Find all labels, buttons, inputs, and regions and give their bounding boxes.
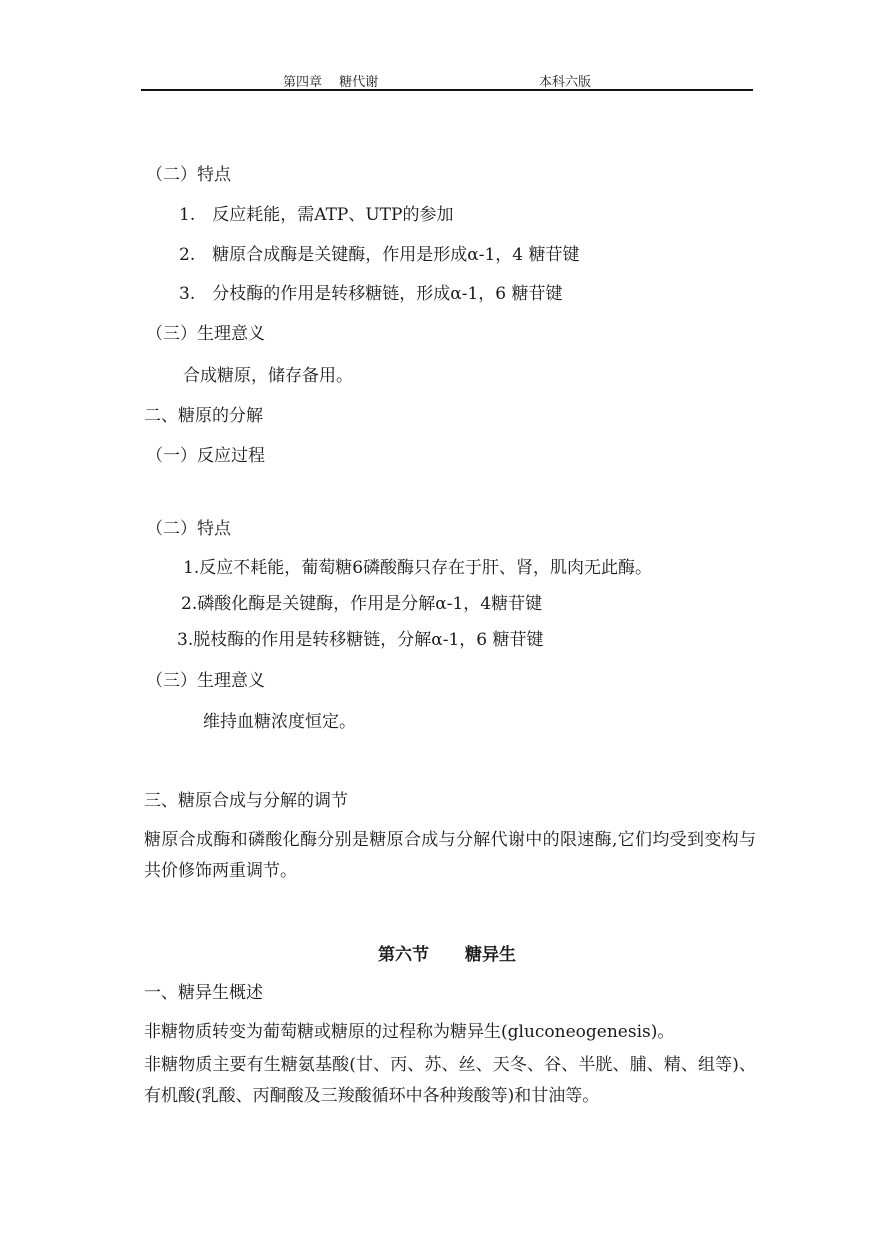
list-item: 3. 分枝酶的作用是转移糖链，形成α-1，6 糖苷键	[179, 284, 563, 304]
heading-decomposition: 二、糖原的分解	[144, 406, 263, 426]
list-item: 3.脱枝酶的作用是转移糖链，分解α-1，6 糖苷键	[177, 630, 544, 650]
header-edition: 本科六版	[539, 75, 592, 90]
heading-significance: （三）生理意义	[146, 324, 265, 344]
page-header	[141, 67, 753, 91]
paragraph: 非糖物质主要有生糖氨基酸(甘、丙、苏、丝、天冬、谷、半胱、脯、精、组等)、有机酸(乳酸、丙酮酸及三羧酸循环中各种羧酸等)和甘油等。	[144, 1055, 756, 1106]
heading-overview: 一、糖异生概述	[144, 983, 263, 1003]
list-item: 2.磷酸化酶是关键酶，作用是分解α-1，4糖苷键	[181, 594, 543, 614]
paragraph: 合成糖原，储存备用。	[183, 366, 353, 386]
paragraph: 非糖物质转变为葡萄糖或糖原的过程称为糖异生(gluconeogenesis)。	[144, 1022, 675, 1042]
heading-significance: （三）生理意义	[146, 671, 265, 691]
heading-features: （二）特点	[146, 519, 231, 539]
heading-features: （二）特点	[146, 165, 231, 185]
section-number: 第六节	[378, 945, 429, 965]
header-chapter: 第四章 糖代谢	[283, 75, 379, 90]
list-item: 1.反应不耗能，葡萄糖6磷酸酶只存在于肝、肾，肌肉无此酶。	[183, 558, 653, 578]
section-title	[141, 940, 753, 965]
heading-process: （一）反应过程	[146, 446, 265, 466]
list-item: 2. 糖原合成酶是关键酶，作用是形成α-1，4 糖苷键	[179, 245, 580, 265]
paragraph: 糖原合成酶和磷酸化酶分别是糖原合成与分解代谢中的限速酶,它们均受到变构与共价修饰两重调节。	[144, 830, 756, 881]
paragraph: 维持血糖浓度恒定。	[203, 712, 356, 732]
heading-regulation: 三、糖原合成与分解的调节	[144, 791, 348, 811]
section-name: 糖异生	[465, 945, 516, 965]
list-item: 1. 反应耗能，需ATP、UTP的参加	[179, 205, 454, 225]
